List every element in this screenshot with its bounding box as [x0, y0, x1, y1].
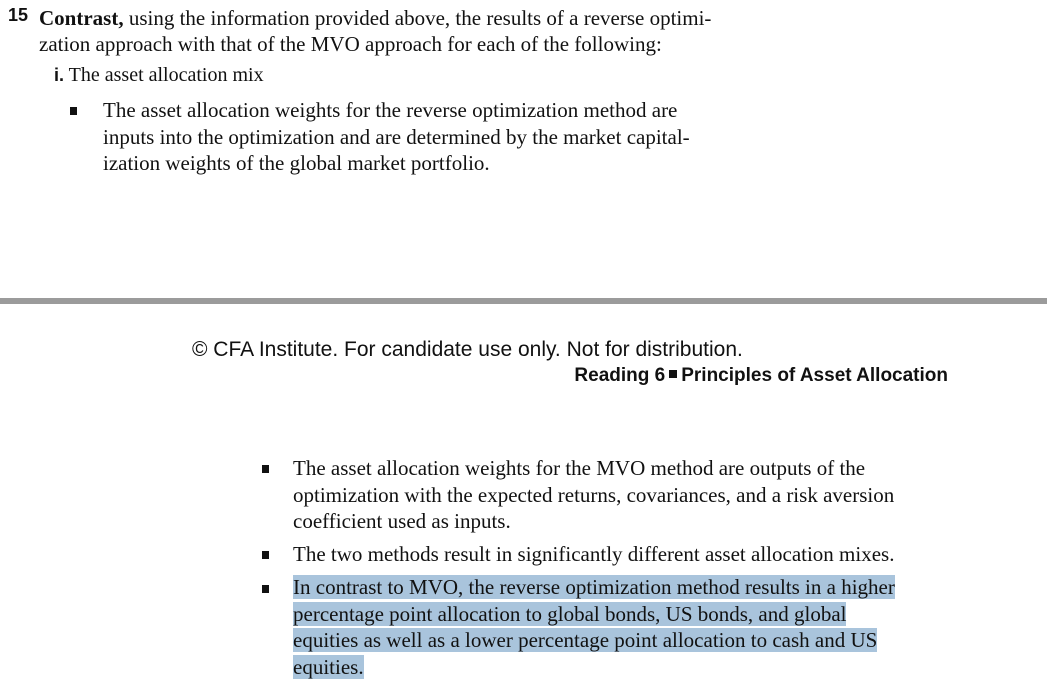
running-header [574, 365, 948, 387]
answer-bullet-bottom-1 [293, 455, 894, 535]
bullet-square-icon [70, 107, 77, 115]
bullet-line: inputs into the optimization and are determined by the market capital- [103, 124, 690, 149]
answer-bullet-top-1 [103, 97, 690, 177]
answer-bullet-bottom-2 [293, 541, 894, 568]
page-divider [0, 298, 1047, 304]
bullet-line: coefficient used as inputs. [293, 509, 511, 533]
question-number: 15 [8, 5, 29, 25]
bullet-line: optimization with the expected returns, covariances, and a risk aversion [293, 482, 895, 507]
highlighted-line[interactable]: equities as well as a lower percentage point allocation to cash and US [293, 628, 878, 652]
bullet-square-icon [262, 551, 269, 559]
bullet-line: The two methods result in significantly different asset allocation mixes. [293, 542, 895, 566]
bullet-line: The asset allocation weights for the reverse optimization method are [103, 98, 678, 122]
reading-number: Reading 6 [574, 365, 666, 386]
reading-title: Principles of Asset Allocation [681, 365, 948, 386]
highlighted-line[interactable]: In contrast to MVO, the reverse optimization method results in a higher [293, 575, 895, 599]
separator-square-icon [669, 370, 677, 378]
bullet-line: ization weights of the global market portfolio. [103, 151, 490, 175]
bullet-line: The asset allocation weights for the MVO method are outputs of the [293, 456, 866, 480]
question-line-1-text: using the information provided above, the results of a reverse optimi- [123, 6, 712, 30]
question-line-2: zation approach with that of the MVO approach for each of the following: [39, 32, 662, 56]
copyright-notice: © CFA Institute. For candidate use only. Not for distribution. [192, 338, 743, 361]
question-lead: Contrast, [39, 6, 124, 30]
subpart-numeral: i. [54, 65, 65, 85]
subpart-i [54, 64, 264, 87]
answer-bullet-bottom-3-highlighted[interactable] [293, 574, 895, 680]
bullet-square-icon [262, 585, 269, 593]
question-line-1 [39, 5, 711, 31]
highlighted-line[interactable]: percentage point allocation to global bonds, US bonds, and global [293, 601, 847, 626]
subpart-text: The asset allocation mix [64, 64, 264, 86]
highlighted-line[interactable]: equities. [293, 654, 364, 679]
bullet-square-icon [262, 465, 269, 473]
